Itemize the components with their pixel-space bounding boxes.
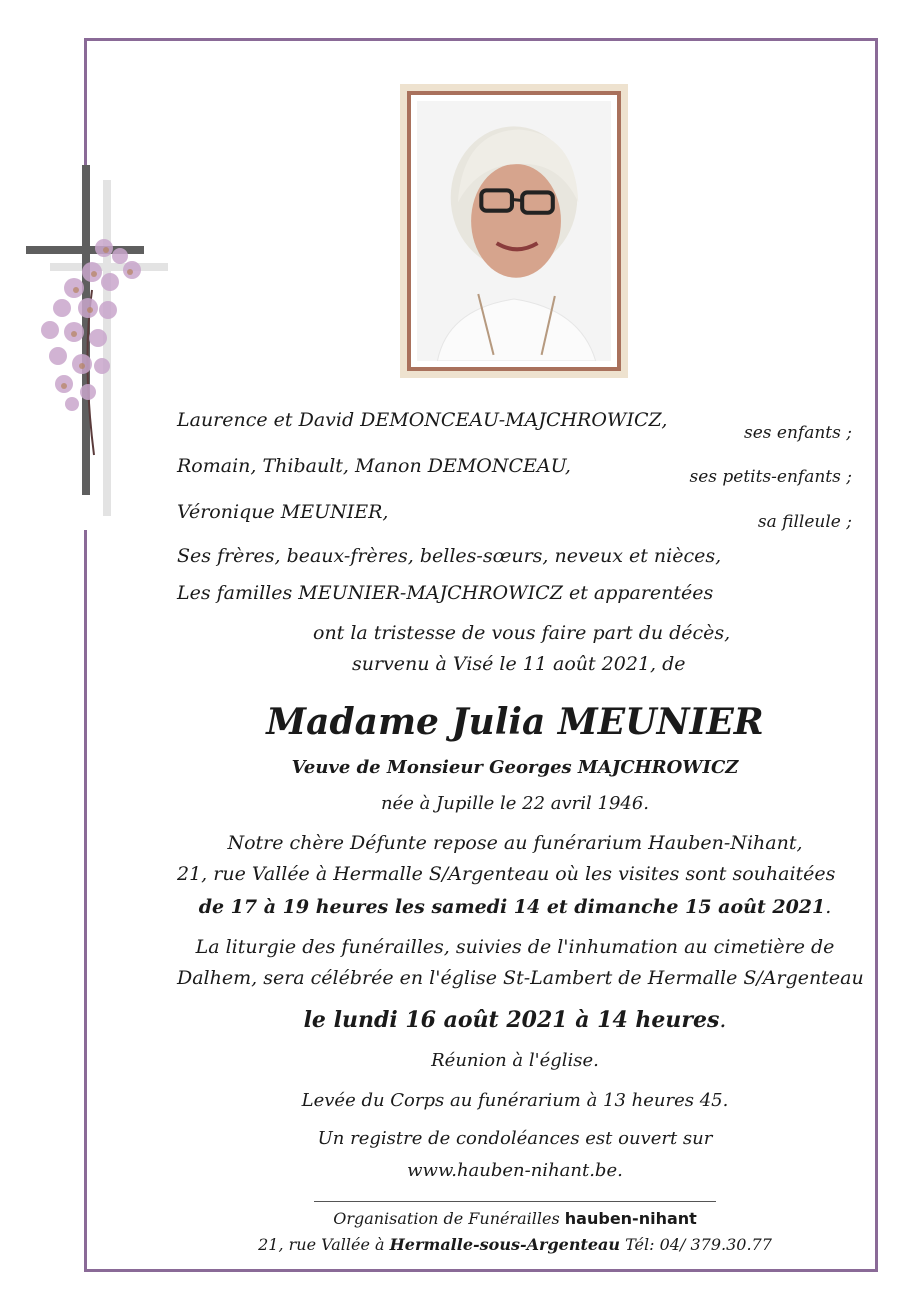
cross-with-orchid-icon xyxy=(22,160,182,530)
portrait-photo xyxy=(400,84,628,378)
footer-org-prefix: Organisation de Funérailles xyxy=(333,1209,560,1228)
visit-line-2: 21, rue Vallée à Hermalle S/Argenteau où les visites sont souhaitées xyxy=(177,863,836,885)
visit-line-1: Notre chère Défunte repose au funérarium Hauben-Nihant, xyxy=(227,832,803,854)
funeral-date-period: . xyxy=(719,1008,727,1033)
birth-line: née à Jupille le 22 avril 1946. xyxy=(380,793,650,814)
funeral-line-2: Dalhem, sera célébrée en l'église St-Lambert de Hermalle S/Argenteau xyxy=(177,967,864,989)
visit-hours xyxy=(160,898,870,917)
family-children-relation: ses enfants ; xyxy=(744,423,852,443)
family-grandchildren-relation: ses petits-enfants ; xyxy=(689,467,852,487)
widow-line: Veuve de Monsieur Georges MAJCHROWICZ xyxy=(291,757,739,778)
brand-logo: hauben-nihant xyxy=(564,1209,697,1228)
visit-hours-text: de 17 à 19 heures les samedi 14 et dimanche 15 août 2021 xyxy=(198,896,826,918)
footer-town: Hermalle-sous-Argenteau xyxy=(389,1235,621,1254)
family-grandchildren-names: Romain, Thibault, Manon DEMONCEAU, xyxy=(177,455,571,477)
footer-organisation xyxy=(160,1211,870,1227)
families-line: Les familles MEUNIER-MAJCHROWICZ et apparentées xyxy=(177,582,714,604)
reunion-line: Réunion à l'église. xyxy=(431,1050,599,1071)
portrait-image xyxy=(417,101,611,361)
deceased-name: Madame Julia MEUNIER xyxy=(266,701,764,743)
family-children-names: Laurence et David DEMONCEAU-MAJCHROWICZ, xyxy=(177,409,668,431)
levee-line: Levée du Corps au funérarium à 13 heures 45. xyxy=(301,1090,729,1111)
announce-line-2: survenu à Visé le 11 août 2021, de xyxy=(352,653,686,675)
funeral-line-1: La liturgie des funérailles, suivies de l'inhumation au cimetière de xyxy=(195,936,835,958)
website-link[interactable]: www.hauben-nihant.be. xyxy=(407,1160,623,1181)
funeral-date-text: le lundi 16 août 2021 à 14 heures xyxy=(303,1007,720,1033)
family-goddaughter-names: Véronique MEUNIER, xyxy=(177,501,389,523)
register-line: Un registre de condoléances est ouvert sur xyxy=(317,1128,713,1149)
family-goddaughter-relation: sa filleule ; xyxy=(757,512,852,532)
funeral-date xyxy=(160,1009,870,1032)
footer-phone: Tél: 04/ 379.30.77 xyxy=(625,1235,772,1254)
footer-divider xyxy=(314,1201,716,1202)
footer-address-prefix: 21, rue Vallée à xyxy=(258,1235,385,1254)
announce-line-1: ont la tristesse de vous faire part du décès, xyxy=(313,622,731,644)
footer-address xyxy=(160,1237,870,1253)
other-relatives-line: Ses frères, beaux-frères, belles-sœurs, neveux et nièces, xyxy=(177,545,722,567)
visit-hours-period: . xyxy=(825,896,832,918)
